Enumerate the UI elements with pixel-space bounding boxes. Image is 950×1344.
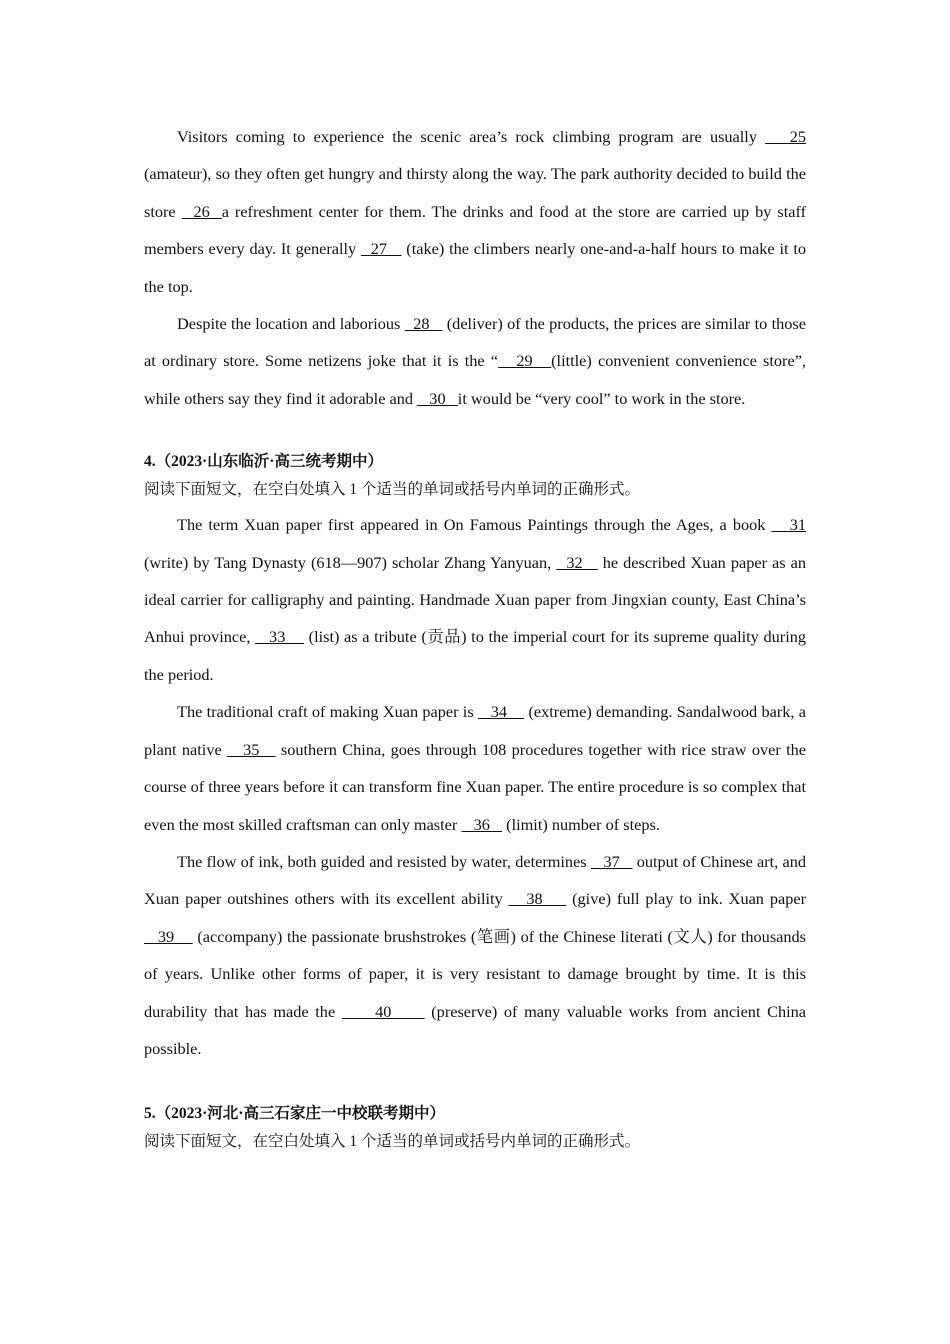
passage-text: (give) full play to ink. Xuan paper [566,889,807,909]
blank-32: 32 [556,552,598,572]
passage-text: (deliver) of the products, the prices are similar to those at ordinary store. Some netizens joke that it is the “ [144,314,806,371]
section-spacer [144,417,806,451]
section-spacer [144,1067,806,1103]
section-5-heading: 5.（2023·河北·高三石家庄一中校联考期中） [144,1105,445,1123]
blank-29: 29 [497,351,552,371]
blank-26: 26 [181,201,222,221]
passage-text: it would be “very cool” to work in the store. [457,388,746,408]
passage-text: (amateur), so they often get hungry and thirsty along the way. The park authority decided to build the store [144,164,806,221]
passage-text: (list) as a tribute (贡品) to the imperial court for its supreme quality during the period. [144,627,806,684]
passage-text: (take) the climbers nearly one-and-a-half hours to make it to the top. [144,239,806,296]
passage-text: (little) convenient convenience store”, while others say they find it adorable and [144,351,806,408]
section-4-heading: 4.（2023·山东临沂·高三统考期中） [144,453,383,471]
blank-30: 30 [417,388,458,408]
passage-text: Visitors coming to experience the scenic area’s rock climbing program are usually [177,127,766,146]
passage-paragraph-2 [144,305,806,417]
blank-33: 33 [255,627,304,647]
blank-34: 34 [477,702,525,722]
blank-39: 39 [144,926,193,946]
passage-text: southern China, goes through 108 procedures together with rice straw over the course of three years before it can transform fine Xuan paper. The entire procedure is so complex that even the most skilled craftsman can only master [144,739,806,834]
blank-27: 27 [361,239,402,259]
passage-text: a refreshment center for them. The drinks and food at the store are carried up by staff members every day. It generally [144,201,806,259]
blank-31: 31 [771,515,806,535]
passage-text: The flow of ink, both guided and resisted by water, determines [177,851,591,871]
passage-text: (preserve) of many valuable works from ancient China possible. [144,1001,807,1058]
passage-text: (extreme) demanding. Sandalwood bark, a plant native [144,702,806,759]
blank-40: 40 [341,1001,425,1021]
blank-35: 35 [227,739,276,759]
passage-text: output of Chinese art, and Xuan paper outshines others with its excellent ability [144,851,807,909]
section-4-paragraph-2 [144,693,806,843]
passage-text: Despite the location and laborious [177,314,405,334]
section-4-instruction: 阅读下面短文，在空白处填入 1 个适当的单词或括号内单词的正确形式。 [144,481,641,499]
blank-28: 28 [404,314,443,334]
passage-text: The traditional craft of making Xuan paper is [177,702,478,722]
blank-36: 36 [461,814,503,834]
passage-text: (write) by Tang Dynasty (618—907) scholar Zhang Yanyuan, [144,552,557,572]
passage-text: The term Xuan paper first appeared in On Famous Paintings through the Ages, a book [177,515,772,535]
blank-25: 25 [765,127,806,146]
passage-text: (accompany) the passionate brushstrokes (笔画) of the Chinese literati (文人) for thousands of years. Unlike other forms of paper, it is very resistant to damage brought by time. It is this durability that has made the [144,926,806,1021]
passage-text: he described Xuan paper as an ideal carrier for calligraphy and painting. Handmade Xuan paper from Jingxian county, East China’s Anhui province, [144,552,806,647]
passage-paragraph-1 [144,118,806,305]
document-content [144,118,806,1158]
blank-38: 38 [508,889,567,909]
section-4-paragraph-3 [144,843,806,1067]
blank-37: 37 [590,851,633,871]
section-5-instruction: 阅读下面短文，在空白处填入 1 个适当的单词或括号内单词的正确形式。 [144,1133,641,1151]
passage-text: (limit) number of steps. [502,814,660,834]
section-4-paragraph-1 [144,506,806,693]
